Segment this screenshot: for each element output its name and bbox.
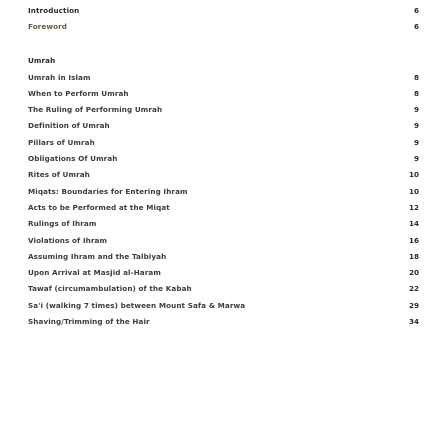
toc-entry-introduction[interactable] xyxy=(28,2,419,18)
toc-entry-title: Foreword xyxy=(28,21,68,31)
toc-entry-page: 16 xyxy=(408,235,419,245)
toc-entry[interactable] xyxy=(28,313,419,329)
toc-entry-page: 18 xyxy=(408,251,419,261)
toc-entry[interactable] xyxy=(28,248,419,264)
toc-entry-page: 34 xyxy=(408,316,419,326)
toc-entry-page: 9 xyxy=(413,154,419,164)
toc-entry-page: 9 xyxy=(413,137,419,147)
toc-entry-title: Tawaf (circumambulation) of the Kabah xyxy=(28,284,192,294)
toc-entry-foreword[interactable] xyxy=(28,18,419,34)
toc-entry-title: Assuming Ihram and the Talbiyah xyxy=(28,251,167,261)
toc-entry-page: 6 xyxy=(413,21,419,31)
section-heading-title: Umrah xyxy=(28,56,56,66)
toc-entry-title: Sa'i (walking 7 times) between Mount Safa & Marwa xyxy=(28,300,246,310)
toc-entry-page: 12 xyxy=(408,202,419,212)
table-of-contents xyxy=(28,2,419,330)
toc-entry[interactable] xyxy=(28,150,419,166)
toc-entry-title: Pillars of Umrah xyxy=(28,137,95,147)
toc-entry-title: Violations of Ihram xyxy=(28,235,108,245)
toc-entry-page: 20 xyxy=(408,268,419,278)
toc-entry[interactable] xyxy=(28,69,419,85)
toc-entry-page: 10 xyxy=(408,186,419,196)
toc-entry-page: 9 xyxy=(413,105,419,115)
toc-entry[interactable] xyxy=(28,297,419,313)
toc-entry-page: 8 xyxy=(413,72,419,82)
toc-entry-title: Obligations Of Umrah xyxy=(28,154,118,164)
toc-entry[interactable] xyxy=(28,101,419,117)
toc-entry[interactable] xyxy=(28,264,419,280)
toc-entry[interactable] xyxy=(28,167,419,183)
toc-entry-title: When to Perform Umrah xyxy=(28,88,129,98)
toc-entry[interactable] xyxy=(28,232,419,248)
toc-entry[interactable] xyxy=(28,199,419,215)
toc-entry-page: 10 xyxy=(408,170,419,180)
toc-entry-title: Acts to be Performed at the Miqat xyxy=(28,202,170,212)
toc-entry[interactable] xyxy=(28,134,419,150)
toc-entry[interactable] xyxy=(28,281,419,297)
section-heading-umrah xyxy=(28,53,419,69)
toc-entry-title: Shaving/Trimming of the Hair xyxy=(28,316,150,326)
toc-entry-title: Umrah in Islam xyxy=(28,72,91,82)
toc-entry-title: Introduction xyxy=(28,5,80,15)
section-spacer xyxy=(28,35,419,53)
toc-entry-page: 9 xyxy=(413,121,419,131)
toc-entry-title: Rulings of Ihram xyxy=(28,219,97,229)
toc-entry-page: 22 xyxy=(408,284,419,294)
toc-entry-page: 6 xyxy=(413,5,419,15)
toc-entry-title: Rites of Umrah xyxy=(28,170,90,180)
toc-entry[interactable] xyxy=(28,85,419,101)
toc-entry-title: Upon Arrival at Masjid al-Haram xyxy=(28,268,161,278)
toc-entry-title: The Ruling of Performing Umrah xyxy=(28,105,163,115)
toc-entry-title: Miqats: Boundaries for Entering Ihram xyxy=(28,186,188,196)
toc-entry[interactable] xyxy=(28,118,419,134)
toc-entry-page: 14 xyxy=(408,219,419,229)
toc-entry-title: Definition of Umrah xyxy=(28,121,110,131)
toc-entry-page: 29 xyxy=(408,300,419,310)
toc-entry[interactable] xyxy=(28,183,419,199)
toc-entry[interactable] xyxy=(28,216,419,232)
toc-entry-page: 8 xyxy=(413,88,419,98)
